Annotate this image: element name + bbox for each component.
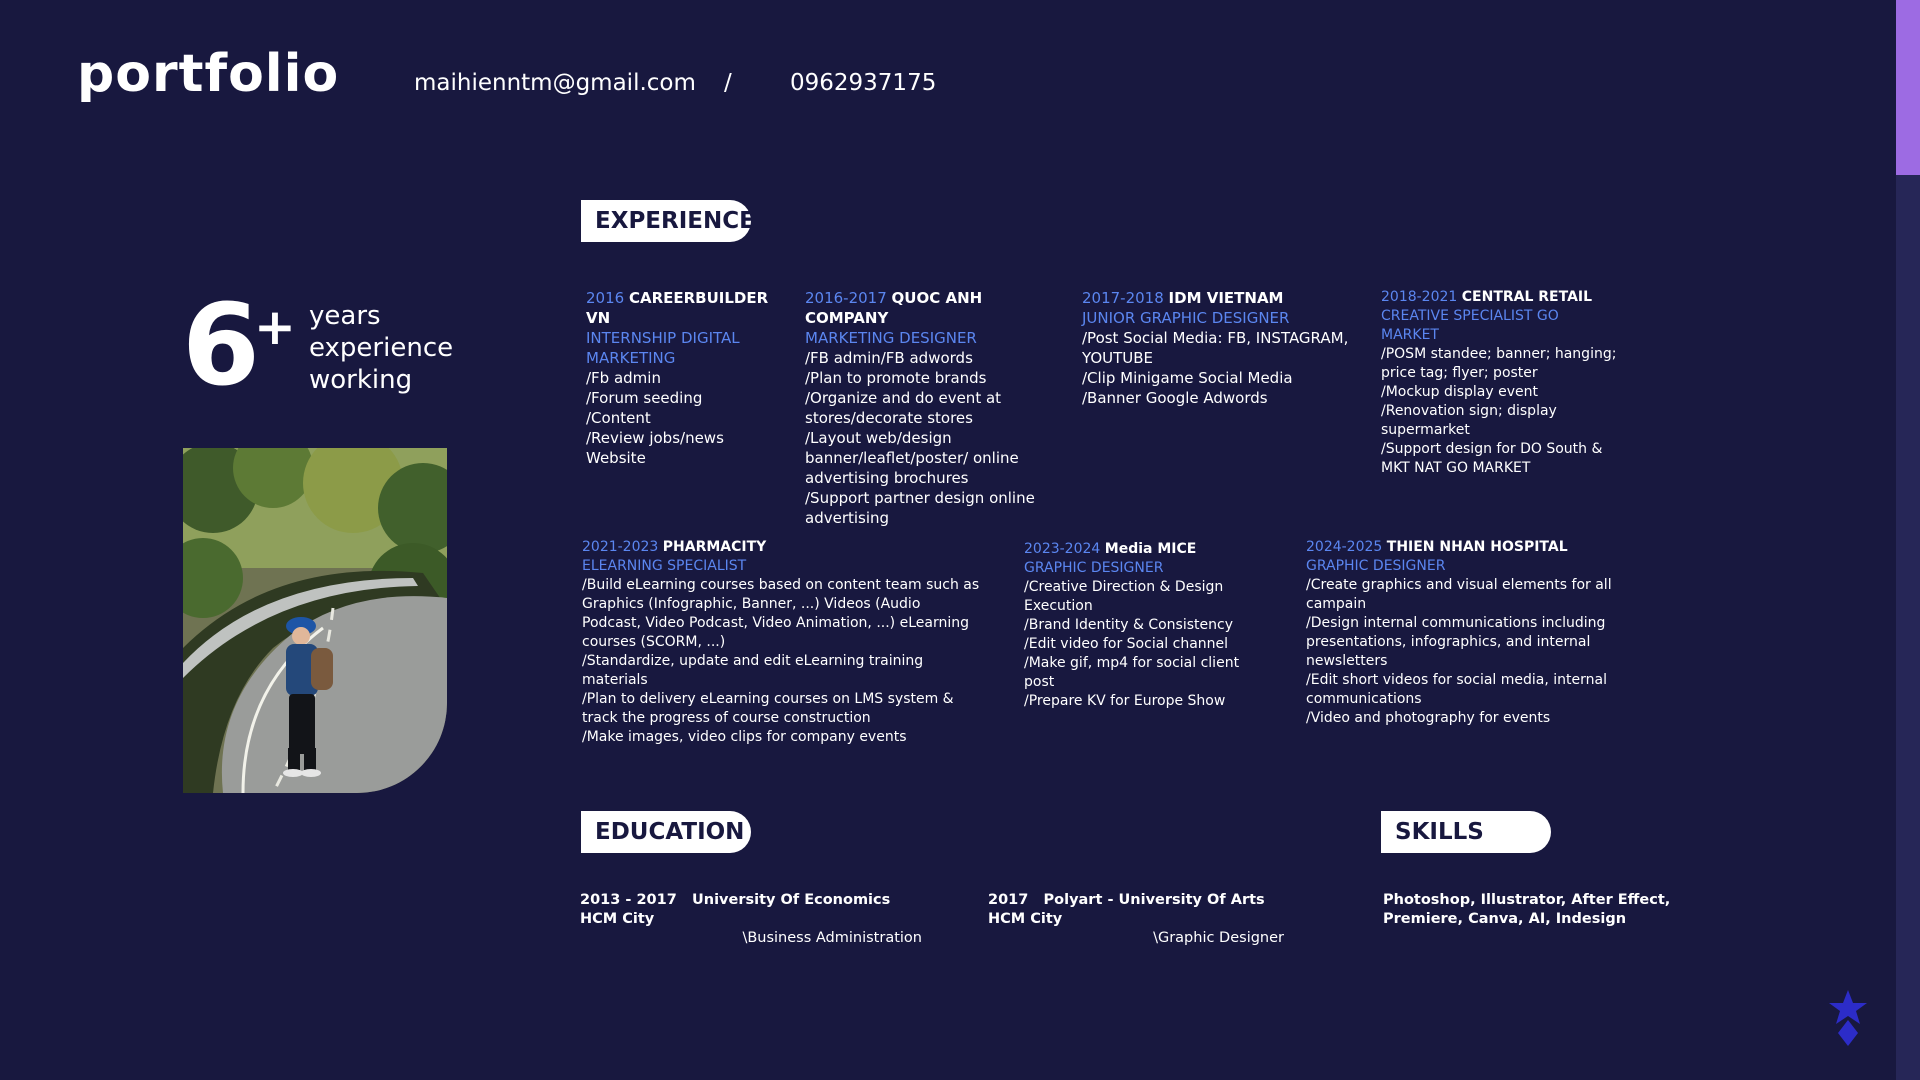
phone-text: 0962937175 xyxy=(790,70,937,96)
education-economics: 2013 - 2017 University Of Economics HCM City \Business Administration xyxy=(580,892,922,946)
job-media-mice: 2023-2024 Media MICE GRAPHIC DESIGNER /Creative Direction & Design Execution /Brand Identity & Consistency /Edit video for Social channel /Make gif, mp4 for social client post /Prepare KV for Europe Show xyxy=(1024,541,1240,709)
job-careerbuilder: 2016 CAREERBUILDER VN INTERNSHIP DIGITAL MARKETING /Fb admin /Forum seeding /Content /Review jobs/news Website xyxy=(586,289,769,467)
scrollbar-thumb[interactable] xyxy=(1896,0,1920,175)
star-icon xyxy=(1828,990,1868,1046)
job-pharmacity: 2021-2023 PHARMACITY ELEARNING SPECIALIST /Build eLearning courses based on content team such as Graphics (Infographic, Banner, ...) Videos (Audio Podcast, Video Podcast, Video Animation, ...) eLearning courses (SCORM, ...) /Standardize, update and edit eLearning training materials /Plan to delivery eLearning courses on LMS system & track the progress of course construction /Make images, video clips for company events xyxy=(582,539,980,745)
job-central-retail: 2018-2021 CENTRAL RETAIL CREATIVE SPECIALIST GO MARKET /POSM standee; banner; hanging; price tag; flyer; poster /Mockup display event /Renovation sign; display supermarket /Support design for DO South & MKT NAT GO MARKET xyxy=(1381,289,1617,476)
skills-list: Photoshop, Illustrator, After Effect, Premiere, Canva, AI, Indesign xyxy=(1383,892,1671,927)
education-heading: EDUCATION xyxy=(581,811,751,853)
experience-heading: EXPERIENCE xyxy=(581,200,751,242)
portfolio-logo: portfolio xyxy=(77,44,340,104)
job-thien-nhan-hospital: 2024-2025 THIEN NHAN HOSPITAL GRAPHIC DESIGNER /Create graphics and visual elements for all campain /Design internal communications including presentations, infographics, and internal newsletters /Edit short videos for social media, internal communications /Video and photography for events xyxy=(1306,539,1612,726)
road-photo-illustration xyxy=(183,448,447,793)
profile-photo xyxy=(183,448,447,793)
job-quoc-anh: 2016-2017 QUOC ANH COMPANY MARKETING DESIGNER /FB admin/FB adwords /Plan to promote brands /Organize and do event at stores/decorate stores /Layout web/design banner/leaflet/poster/ online advertising brochures /Support partner design online advertising xyxy=(805,289,1035,527)
skills-heading: SKILLS xyxy=(1381,811,1551,853)
job-idm-vietnam: 2017-2018 IDM VIETNAM JUNIOR GRAPHIC DESIGNER /Post Social Media: FB, INSTAGRAM, YOUTUBE /Clip Minigame Social Media /Banner Google Adwords xyxy=(1082,289,1349,407)
years-caption: years experience working xyxy=(309,301,454,395)
contact-separator: / xyxy=(724,70,732,96)
years-plus: + xyxy=(254,298,296,356)
education-polyart: 2017 Polyart - University Of Arts HCM City \Graphic Designer xyxy=(988,892,1284,946)
years-number: 6 xyxy=(182,281,260,411)
email-text: maihienntm@gmail.com xyxy=(414,70,696,96)
